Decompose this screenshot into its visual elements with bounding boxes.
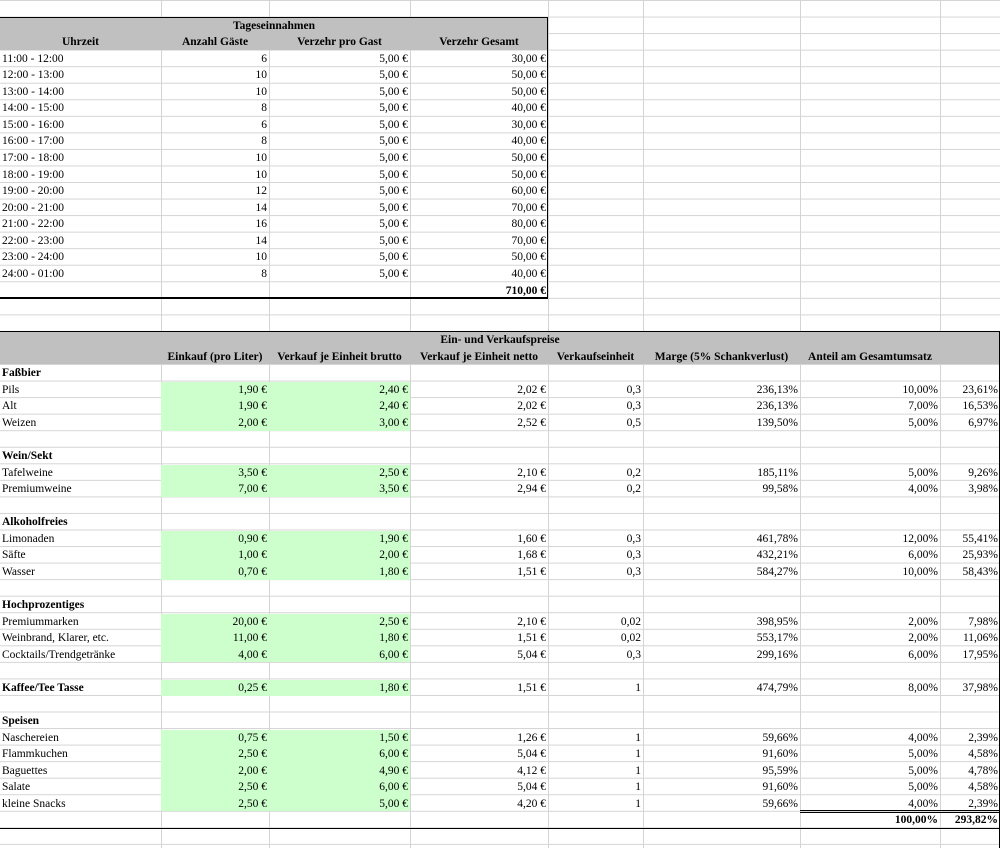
sales-unit-cell[interactable]: 0,2: [626, 467, 641, 479]
weighted-share-cell[interactable]: 4,78%: [968, 765, 998, 777]
group-label[interactable]: Kaffee/Tee Tasse: [2, 682, 84, 694]
daily-total-cell[interactable]: 40,00 €: [511, 135, 546, 147]
margin-cell[interactable]: 91,60%: [762, 748, 798, 760]
gross-price-cell[interactable]: 2,50 €: [379, 467, 408, 479]
margin-cell[interactable]: 398,95%: [756, 616, 798, 628]
daily-time-cell[interactable]: 15:00 - 16:00: [2, 119, 64, 131]
prices-border-bottom: [0, 828, 1000, 829]
item-name-cell[interactable]: Cocktails/Trendgetränke: [2, 649, 116, 661]
group-label[interactable]: Hochprozentiges: [2, 599, 85, 611]
gross-price-cell[interactable]: 3,00 €: [379, 417, 408, 429]
gross-price-cell[interactable]: 6,00 €: [379, 781, 408, 793]
item-name-cell[interactable]: Wasser: [2, 566, 35, 578]
share-cell[interactable]: 2,00%: [908, 632, 938, 644]
margin-cell[interactable]: 432,21%: [756, 549, 798, 561]
daily-time-cell[interactable]: 22:00 - 23:00: [2, 235, 64, 247]
gross-price-cell[interactable]: 1,80 €: [379, 632, 408, 644]
share-cell[interactable]: 5,00%: [908, 467, 938, 479]
daily-guests-cell[interactable]: 10: [255, 152, 267, 164]
daily-total-cell[interactable]: 50,00 €: [511, 169, 546, 181]
net-price-cell[interactable]: 1,51 €: [517, 682, 546, 694]
daily-total-cell[interactable]: 30,00 €: [511, 53, 546, 65]
net-price-cell[interactable]: 2,02 €: [517, 400, 546, 412]
gross-price-cell[interactable]: 2,40 €: [379, 384, 408, 396]
weighted-share-cell[interactable]: 7,98%: [968, 616, 998, 628]
daily-per-guest-cell[interactable]: 5,00 €: [379, 135, 408, 147]
net-price-cell[interactable]: 5,04 €: [517, 748, 546, 760]
share-cell[interactable]: 2,00%: [908, 616, 938, 628]
daily-guests-cell[interactable]: 10: [255, 69, 267, 81]
daily-total-cell[interactable]: 50,00 €: [511, 152, 546, 164]
margin-cell[interactable]: 553,17%: [756, 632, 798, 644]
prices-column-header[interactable]: Verkauf je Einheit netto: [419, 351, 539, 363]
item-name-cell[interactable]: Naschereien: [2, 732, 59, 744]
gross-price-cell[interactable]: 5,00 €: [379, 798, 408, 810]
daily-grand-total[interactable]: 710,00 €: [505, 285, 546, 297]
weighted-share-cell[interactable]: 11,06%: [962, 632, 998, 644]
daily-per-guest-cell[interactable]: 5,00 €: [379, 268, 408, 280]
gross-price-cell[interactable]: 1,80 €: [379, 566, 408, 578]
daily-per-guest-cell[interactable]: 5,00 €: [379, 119, 408, 131]
share-cell[interactable]: 4,00%: [908, 483, 938, 495]
daily-time-cell[interactable]: 23:00 - 24:00: [2, 251, 64, 263]
margin-cell[interactable]: 236,13%: [756, 384, 798, 396]
item-name-cell[interactable]: Premiumweine: [2, 483, 72, 495]
share-cell[interactable]: 8,00%: [908, 682, 938, 694]
daily-time-cell[interactable]: 13:00 - 14:00: [2, 86, 64, 98]
daily-time-cell[interactable]: 16:00 - 17:00: [2, 135, 64, 147]
share-cell[interactable]: 10,00%: [902, 384, 938, 396]
sales-unit-cell[interactable]: 0,3: [626, 533, 641, 545]
net-price-cell[interactable]: 2,10 €: [517, 616, 546, 628]
daily-per-guest-cell[interactable]: 5,00 €: [379, 251, 408, 263]
weighted-share-cell[interactable]: 58,43%: [962, 566, 998, 578]
purchase-price-cell[interactable]: 0,75 €: [238, 732, 267, 744]
margin-cell[interactable]: 236,13%: [756, 400, 798, 412]
gross-price-cell[interactable]: 2,40 €: [379, 400, 408, 412]
daily-guests-cell[interactable]: 6: [261, 119, 267, 131]
group-label[interactable]: Alkoholfreies: [2, 516, 68, 528]
daily-guests-cell[interactable]: 8: [261, 102, 267, 114]
weighted-share-cell[interactable]: 4,58%: [968, 781, 998, 793]
net-price-cell[interactable]: 2,02 €: [517, 384, 546, 396]
sales-unit-cell[interactable]: 1: [635, 765, 641, 777]
weighted-share-cell[interactable]: 55,41%: [962, 533, 998, 545]
weighted-share-cell[interactable]: 9,26%: [968, 467, 998, 479]
daily-per-guest-cell[interactable]: 5,00 €: [379, 152, 408, 164]
weighted-share-cell[interactable]: 2,39%: [968, 732, 998, 744]
daily-per-guest-cell[interactable]: 5,00 €: [379, 69, 408, 81]
net-price-cell[interactable]: 5,04 €: [517, 649, 546, 661]
daily-total-cell[interactable]: 30,00 €: [511, 119, 546, 131]
daily-time-cell[interactable]: 20:00 - 21:00: [2, 202, 64, 214]
gross-price-cell[interactable]: 6,00 €: [379, 748, 408, 760]
daily-total-cell[interactable]: 40,00 €: [511, 102, 546, 114]
sales-unit-cell[interactable]: 0,3: [626, 649, 641, 661]
weighted-share-cell[interactable]: 2,39%: [968, 798, 998, 810]
share-cell[interactable]: 10,00%: [902, 566, 938, 578]
sales-unit-cell[interactable]: 1: [635, 798, 641, 810]
purchase-price-cell[interactable]: 1,00 €: [238, 549, 267, 561]
gross-price-cell[interactable]: 2,50 €: [379, 616, 408, 628]
group-label[interactable]: Wein/Sekt: [2, 450, 53, 462]
purchase-price-cell[interactable]: 0,90 €: [238, 533, 267, 545]
weighted-share-cell[interactable]: 3,98%: [968, 483, 998, 495]
gross-price-cell[interactable]: 2,00 €: [379, 549, 408, 561]
daily-time-cell[interactable]: 21:00 - 22:00: [2, 218, 64, 230]
prices-column-header[interactable]: Verkauf je Einheit brutto: [277, 351, 402, 363]
margin-cell[interactable]: 474,79%: [756, 682, 798, 694]
gross-price-cell[interactable]: 4,90 €: [379, 765, 408, 777]
purchase-price-cell[interactable]: 2,50 €: [238, 781, 267, 793]
daily-column-header[interactable]: Verzehr pro Gast: [297, 36, 382, 48]
share-cell[interactable]: 5,00%: [908, 417, 938, 429]
share-total[interactable]: 100,00%: [894, 814, 938, 826]
purchase-price-cell[interactable]: 3,50 €: [238, 467, 267, 479]
purchase-price-cell[interactable]: 0,70 €: [238, 566, 267, 578]
sales-unit-cell[interactable]: 0,5: [626, 417, 641, 429]
margin-cell[interactable]: 584,27%: [756, 566, 798, 578]
net-price-cell[interactable]: 1,68 €: [517, 549, 546, 561]
item-name-cell[interactable]: Pils: [2, 384, 20, 396]
daily-guests-cell[interactable]: 16: [255, 218, 267, 230]
daily-total-cell[interactable]: 50,00 €: [511, 86, 546, 98]
daily-guests-cell[interactable]: 8: [261, 268, 267, 280]
daily-time-cell[interactable]: 18:00 - 19:00: [2, 169, 64, 181]
margin-cell[interactable]: 59,66%: [762, 732, 798, 744]
net-price-cell[interactable]: 1,60 €: [517, 533, 546, 545]
share-cell[interactable]: 6,00%: [908, 649, 938, 661]
net-price-cell[interactable]: 5,04 €: [517, 781, 546, 793]
purchase-price-cell[interactable]: 1,90 €: [238, 384, 267, 396]
daily-time-cell[interactable]: 11:00 - 12:00: [2, 53, 64, 65]
daily-per-guest-cell[interactable]: 5,00 €: [379, 218, 408, 230]
item-name-cell[interactable]: Limonaden: [2, 533, 55, 545]
daily-guests-cell[interactable]: 12: [255, 185, 267, 197]
net-price-cell[interactable]: 2,52 €: [517, 417, 546, 429]
margin-cell[interactable]: 95,59%: [762, 765, 798, 777]
weighted-share-cell[interactable]: 17,95%: [962, 649, 998, 661]
margin-cell[interactable]: 461,78%: [756, 533, 798, 545]
net-price-cell[interactable]: 1,26 €: [517, 732, 546, 744]
margin-cell[interactable]: 139,50%: [756, 417, 798, 429]
prices-column-header[interactable]: Einkauf (pro Liter): [167, 351, 263, 363]
gross-price-cell[interactable]: 3,50 €: [379, 483, 408, 495]
daily-total-cell[interactable]: 60,00 €: [511, 185, 546, 197]
weighted-share-cell[interactable]: 23,61%: [962, 384, 998, 396]
purchase-price-cell[interactable]: 11,00 €: [232, 632, 267, 644]
net-price-cell[interactable]: 4,12 €: [517, 765, 546, 777]
sales-unit-cell[interactable]: 0,3: [626, 549, 641, 561]
margin-cell[interactable]: 91,60%: [762, 781, 798, 793]
sales-unit-cell[interactable]: 1: [635, 781, 641, 793]
prices-title[interactable]: Ein- und Verkaufspreise: [440, 334, 560, 346]
sales-unit-cell[interactable]: 1: [635, 748, 641, 760]
daily-per-guest-cell[interactable]: 5,00 €: [379, 169, 408, 181]
daily-per-guest-cell[interactable]: 5,00 €: [379, 235, 408, 247]
weighted-share-total[interactable]: 293,82%: [954, 814, 998, 826]
weighted-share-cell[interactable]: 4,58%: [968, 748, 998, 760]
daily-column-header[interactable]: Uhrzeit: [61, 36, 100, 48]
daily-per-guest-cell[interactable]: 5,00 €: [379, 185, 408, 197]
net-price-cell[interactable]: 4,20 €: [517, 798, 546, 810]
share-cell[interactable]: 4,00%: [908, 798, 938, 810]
sales-unit-cell[interactable]: 0,02: [620, 616, 641, 628]
item-name-cell[interactable]: Weinbrand, Klarer, etc.: [2, 632, 109, 644]
totals-double-border-a: [800, 810, 1000, 811]
weighted-share-cell[interactable]: 6,97%: [968, 417, 998, 429]
daily-total-cell[interactable]: 50,00 €: [511, 251, 546, 263]
daily-guests-cell[interactable]: 8: [261, 135, 267, 147]
daily-time-cell[interactable]: 24:00 - 01:00: [2, 268, 64, 280]
margin-cell[interactable]: 99,58%: [762, 483, 798, 495]
daily-guests-cell[interactable]: 6: [261, 53, 267, 65]
sales-unit-cell[interactable]: 1: [635, 682, 641, 694]
daily-per-guest-cell[interactable]: 5,00 €: [379, 86, 408, 98]
weighted-share-cell[interactable]: 37,98%: [962, 682, 998, 694]
daily-guests-cell[interactable]: 10: [255, 86, 267, 98]
daily-time-cell[interactable]: 19:00 - 20:00: [2, 185, 64, 197]
net-price-cell[interactable]: 1,51 €: [517, 566, 546, 578]
daily-time-cell[interactable]: 14:00 - 15:00: [2, 102, 64, 114]
share-cell[interactable]: 7,00%: [908, 400, 938, 412]
sales-unit-cell[interactable]: 0,3: [626, 384, 641, 396]
share-cell[interactable]: 12,00%: [902, 533, 938, 545]
group-label[interactable]: Faßbier: [2, 367, 41, 379]
daily-guests-cell[interactable]: 10: [255, 251, 267, 263]
purchase-price-cell[interactable]: 2,50 €: [238, 748, 267, 760]
item-name-cell[interactable]: Baguettes: [2, 765, 48, 777]
group-label[interactable]: Speisen: [2, 715, 40, 727]
gross-price-cell[interactable]: 1,90 €: [379, 533, 408, 545]
item-name-cell[interactable]: Salate: [2, 781, 31, 793]
net-price-cell[interactable]: 2,10 €: [517, 467, 546, 479]
daily-column-header[interactable]: Anzahl Gäste: [181, 36, 249, 48]
margin-cell[interactable]: 185,11%: [757, 467, 798, 479]
prices-column-header[interactable]: Anteil am Gesamtumsatz: [808, 351, 932, 363]
item-name-cell[interactable]: Alt: [2, 400, 17, 412]
sales-unit-cell[interactable]: 0,02: [620, 632, 641, 644]
daily-title[interactable]: Tageseinnahmen: [232, 20, 315, 32]
item-name-cell[interactable]: Weizen: [2, 417, 37, 429]
purchase-price-cell[interactable]: 0,25 €: [238, 682, 267, 694]
gross-price-cell[interactable]: 1,80 €: [379, 682, 408, 694]
share-cell[interactable]: 5,00%: [908, 781, 938, 793]
net-price-cell[interactable]: 2,94 €: [517, 483, 546, 495]
weighted-share-cell[interactable]: 16,53%: [962, 400, 998, 412]
item-name-cell[interactable]: Flammkuchen: [2, 748, 68, 760]
daily-total-cell[interactable]: 70,00 €: [511, 235, 546, 247]
purchase-price-cell[interactable]: 20,00 €: [232, 616, 267, 628]
prices-column-header[interactable]: Verkaufseinheit: [556, 351, 635, 363]
gross-price-cell[interactable]: 6,00 €: [379, 649, 408, 661]
sales-unit-cell[interactable]: 0,3: [626, 566, 641, 578]
sales-unit-cell[interactable]: 1: [635, 732, 641, 744]
purchase-price-cell[interactable]: 4,00 €: [238, 649, 267, 661]
purchase-price-cell[interactable]: 1,90 €: [238, 400, 267, 412]
daily-time-cell[interactable]: 17:00 - 18:00: [2, 152, 64, 164]
item-name-cell[interactable]: kleine Snacks: [2, 798, 66, 810]
purchase-price-cell[interactable]: 2,00 €: [238, 765, 267, 777]
daily-per-guest-cell[interactable]: 5,00 €: [379, 102, 408, 114]
net-price-cell[interactable]: 1,51 €: [517, 632, 546, 644]
share-cell[interactable]: 5,00%: [908, 765, 938, 777]
share-cell[interactable]: 5,00%: [908, 748, 938, 760]
purchase-price-cell[interactable]: 2,50 €: [238, 798, 267, 810]
item-name-cell[interactable]: Säfte: [2, 549, 26, 561]
item-name-cell[interactable]: Premiummarken: [2, 616, 79, 628]
daily-guests-cell[interactable]: 14: [255, 202, 267, 214]
sales-unit-cell[interactable]: 0,2: [626, 483, 641, 495]
daily-guests-cell[interactable]: 10: [255, 169, 267, 181]
daily-guests-cell[interactable]: 14: [255, 235, 267, 247]
daily-total-cell[interactable]: 80,00 €: [511, 218, 546, 230]
daily-time-cell[interactable]: 12:00 - 13:00: [2, 69, 64, 81]
daily-per-guest-cell[interactable]: 5,00 €: [379, 53, 408, 65]
gross-price-cell[interactable]: 1,50 €: [379, 732, 408, 744]
margin-cell[interactable]: 59,66%: [762, 798, 798, 810]
daily-column-header[interactable]: Verzehr Gesamt: [439, 36, 519, 48]
daily-total-cell[interactable]: 40,00 €: [511, 268, 546, 280]
share-cell[interactable]: 6,00%: [908, 549, 938, 561]
margin-cell[interactable]: 299,16%: [756, 649, 798, 661]
prices-column-header[interactable]: Marge (5% Schankverlust): [654, 351, 789, 363]
weighted-share-cell[interactable]: 25,93%: [962, 549, 998, 561]
daily-total-cell[interactable]: 70,00 €: [511, 202, 546, 214]
item-name-cell[interactable]: Tafelweine: [2, 467, 53, 479]
purchase-price-cell[interactable]: 2,00 €: [238, 417, 267, 429]
share-cell[interactable]: 4,00%: [908, 732, 938, 744]
daily-total-cell[interactable]: 50,00 €: [511, 69, 546, 81]
sales-unit-cell[interactable]: 0,3: [626, 400, 641, 412]
purchase-price-cell[interactable]: 7,00 €: [238, 483, 267, 495]
daily-per-guest-cell[interactable]: 5,00 €: [379, 202, 408, 214]
